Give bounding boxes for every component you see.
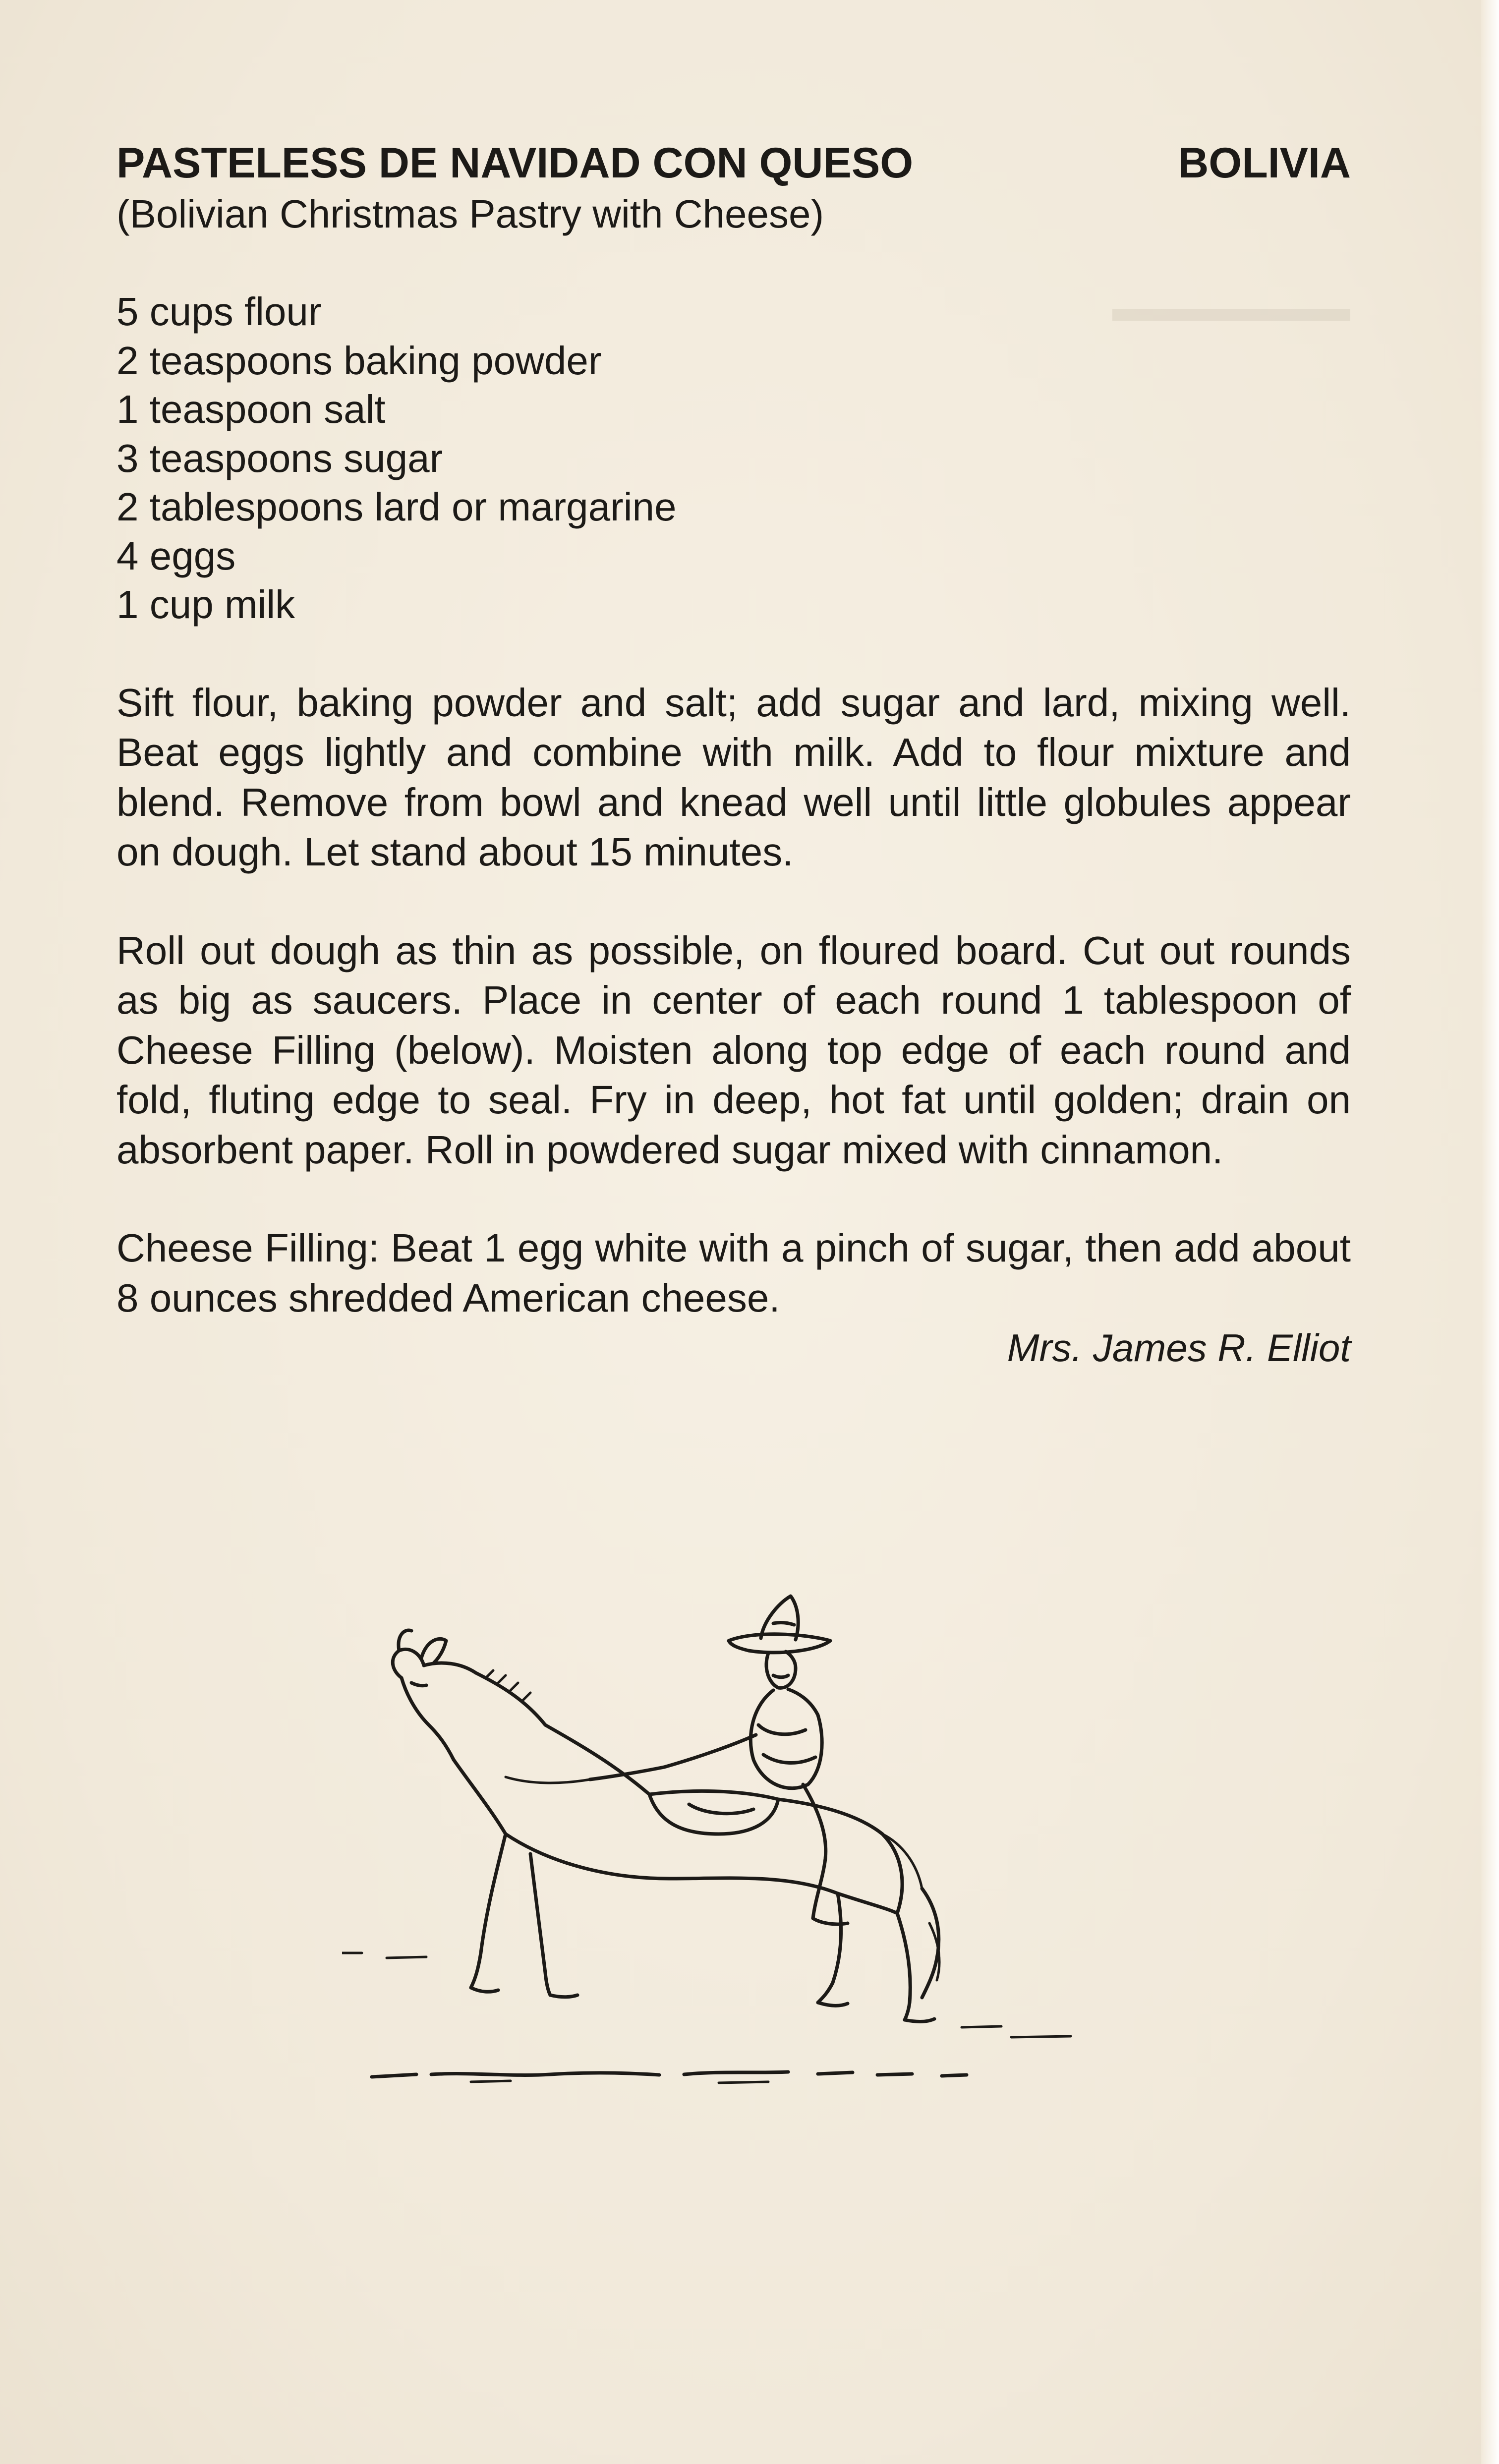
ingredient-list bbox=[116, 287, 1351, 630]
bleed-through-text: ▬▬▬▬▬▬ bbox=[1112, 285, 1350, 329]
recipe-subtitle: (Bolivian Christmas Pastry with Cheese) bbox=[116, 192, 824, 236]
recipe-signature: Mrs. James R. Elliot bbox=[1007, 1326, 1351, 1370]
ingredient-item: 3 teaspoons sugar bbox=[116, 436, 443, 480]
recipe-country: BOLIVIA bbox=[1178, 139, 1351, 187]
recipe-content bbox=[116, 134, 1351, 1373]
ingredient-item: 1 teaspoon salt bbox=[116, 387, 386, 431]
rider-on-mule-drawing-icon bbox=[342, 1576, 1175, 2221]
ingredient-item: 2 teaspoons baking powder bbox=[116, 338, 602, 383]
ingredient-item: 4 eggs bbox=[116, 533, 236, 578]
ingredient-item: 1 cup milk bbox=[116, 582, 295, 627]
ingredient-item: 5 cups flour bbox=[116, 289, 322, 334]
instructions-paragraph: Roll out dough as thin as possible, on floured board. Cut out rounds as big as saucers. Place in center of each round 1 tablespoon of Cheese Filling (below). Moisten along top edge of each round and fold, fluting edge to seal. Fry in deep, hot fat until golden; drain on absorbent paper. Roll in powdered sugar mixed with cinnamon. bbox=[116, 928, 1351, 1172]
page-edge bbox=[1481, 0, 1499, 2464]
recipe-title: PASTELESS DE NAVIDAD CON QUESO bbox=[116, 139, 914, 187]
ingredient-item: 2 tablespoons lard or margarine bbox=[116, 485, 677, 529]
cheese-filling-paragraph: Cheese Filling: Beat 1 egg white with a pinch of sugar, then add about 8 ounces shredded American cheese. bbox=[116, 1226, 1351, 1320]
title-row bbox=[116, 134, 1351, 189]
instructions-paragraph: Sift flour, baking powder and salt; add sugar and lard, mixing well. Beat eggs lightly and combine with milk. Add to flour mixture and blend. Remove from bowl and knead well until little globules appear on dough. Let stand about 15 minutes. bbox=[116, 680, 1351, 874]
